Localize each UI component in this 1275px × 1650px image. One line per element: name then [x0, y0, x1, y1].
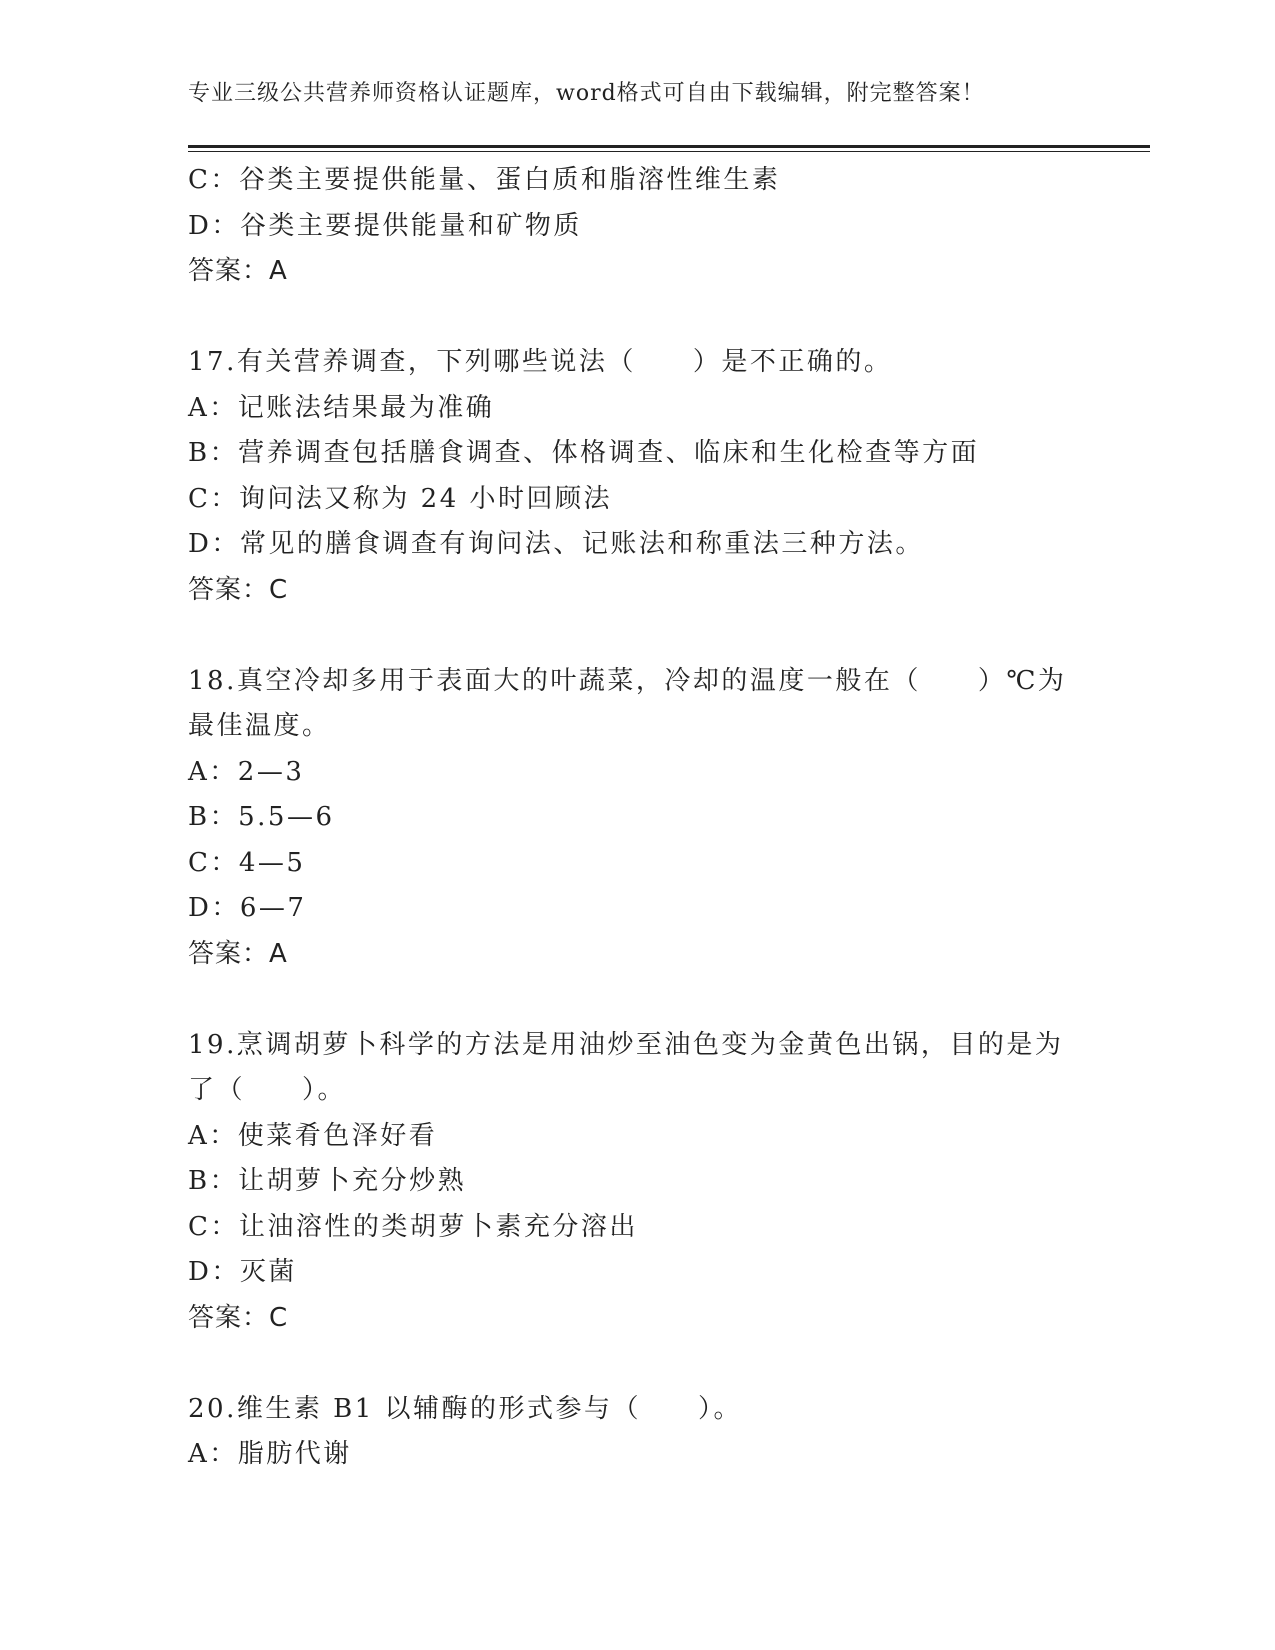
option-c: C：询问法又称为 24 小时回顾法	[188, 483, 613, 514]
question-stem: 17.有关营养调查，下列哪些说法（ ）是不正确的。	[188, 347, 893, 377]
answer-line: 答案：A	[188, 256, 288, 286]
answer-line: 答案：A	[188, 938, 288, 969]
option-c: C：谷类主要提供能量、蛋白质和脂溶性维生素	[188, 165, 781, 195]
question-stem: 20.维生素 B1 以辅酶的形式参与（ ）。	[188, 1393, 743, 1424]
option-a: A：记账法结果最为准确	[188, 392, 495, 423]
spacer	[188, 1341, 1088, 1387]
question-stem-continued: 了（ ）。	[188, 1075, 347, 1105]
spacer	[188, 295, 1088, 341]
question-16-continued	[188, 158, 1088, 295]
option-b: B：5.5—6	[188, 802, 335, 832]
option-d: D：灭菌	[188, 1257, 297, 1287]
question-stem: 18.真空冷却多用于表面大的叶蔬菜，冷却的温度一般在（ ）℃为	[188, 665, 1067, 696]
option-c: C：4—5	[188, 847, 306, 878]
option-c: C：让油溶性的类胡萝卜素充分溶出	[188, 1211, 638, 1242]
option-d: D：谷类主要提供能量和矿物质	[188, 210, 582, 241]
spacer	[188, 613, 1088, 659]
question-20	[188, 1387, 1088, 1478]
option-b: B：让胡萝卜充分炒熟	[188, 1166, 467, 1196]
answer-line: 答案：C	[188, 1302, 289, 1333]
answer-line: 答案：C	[188, 574, 289, 605]
option-a: A：脂肪代谢	[188, 1439, 352, 1469]
question-17	[188, 340, 1088, 613]
header-rule-thick	[188, 145, 1150, 148]
page-header: 专业三级公共营养师资格认证题库，word格式可自由下载编辑，附完整答案！	[188, 81, 985, 106]
option-d: D：常见的膳食调查有询问法、记账法和称重法三种方法。	[188, 529, 924, 559]
question-list	[188, 158, 1088, 1478]
question-stem-continued: 最佳温度。	[188, 711, 331, 741]
header-rule-thin	[188, 151, 1150, 152]
question-stem: 19.烹调胡萝卜科学的方法是用油炒至油色变为金黄色出锅，目的是为	[188, 1029, 1064, 1060]
spacer	[188, 977, 1088, 1023]
question-18	[188, 659, 1088, 978]
option-d: D：6—7	[188, 893, 307, 923]
question-19	[188, 1023, 1088, 1342]
option-a: A：使菜肴色泽好看	[188, 1120, 438, 1151]
option-b: B：营养调查包括膳食调查、体格调查、临床和生化检查等方面	[188, 438, 980, 468]
option-a: A：2—3	[188, 756, 305, 787]
